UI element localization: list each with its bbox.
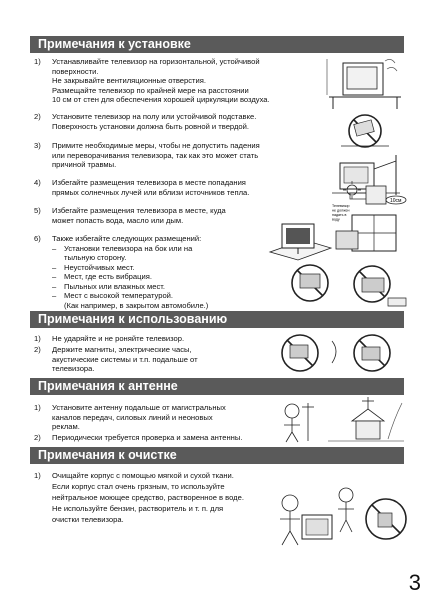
prohibited-unstable-stand-illustration bbox=[335, 112, 395, 150]
item-line: Если корпус стал очень грязным, то используйте bbox=[52, 482, 225, 491]
item-number: 1) bbox=[34, 57, 41, 66]
item-line: Поверхность установки должна быть ровной и твердой. bbox=[52, 121, 249, 131]
sub-dash: – bbox=[52, 291, 57, 300]
section-title-install: Примечания к установке bbox=[30, 36, 404, 53]
item-line: Примите необходимые меры, чтобы не допустить падения bbox=[52, 141, 260, 150]
item-line: поверхности. bbox=[52, 66, 99, 76]
sub-item-line: тыльную сторону. bbox=[64, 253, 127, 262]
sub-dash: – bbox=[52, 272, 57, 281]
sign-label-line: Телевизор bbox=[332, 204, 350, 208]
tv-near-water-illustration bbox=[268, 218, 333, 263]
sub-item-line: Установки телевизора на бок или на bbox=[64, 243, 193, 253]
item-line: Установите телевизор на полу или устойчивой подставке. bbox=[52, 112, 257, 121]
item-line: нейтральное моющее средство, растворенное в воде. bbox=[52, 493, 244, 502]
antenna-illustration bbox=[268, 397, 408, 445]
item-number: 2) bbox=[34, 345, 41, 354]
sub-dash: – bbox=[52, 243, 57, 253]
item-line: Размещайте телевизор по крайней мере на расстоянии bbox=[52, 85, 249, 95]
item-line: или переворачивания телевизора, так как это может стать bbox=[52, 150, 259, 160]
item-line: Установите антенну подальше от магистральных bbox=[52, 403, 226, 412]
tv-in-window-illustration bbox=[330, 205, 402, 260]
section-title-antenna: Примечания к антенне bbox=[30, 378, 404, 395]
item-line: Избегайте размещения телевизора в месте, куда bbox=[52, 206, 226, 215]
item-line: Не ударяйте и не роняйте телевизор. bbox=[52, 334, 185, 343]
item-number: 1) bbox=[34, 471, 41, 480]
sign-label-line: не должен bbox=[332, 208, 350, 213]
item-line: телевизора. bbox=[52, 364, 95, 373]
item-line: причиной травмы. bbox=[52, 160, 117, 169]
sub-item-line: Мест с высокой температурой. bbox=[64, 291, 174, 300]
sign-label-line: воду bbox=[332, 217, 340, 222]
sub-dash: – bbox=[52, 262, 57, 272]
item-line: Периодически требуется проверка и замена антенны. bbox=[52, 433, 243, 442]
cleaning-illustration bbox=[268, 475, 413, 555]
item-line: реклам. bbox=[52, 422, 80, 431]
sign-label-line: падать в bbox=[332, 213, 347, 217]
item-line: каналов передач, силовых линий и неоновых bbox=[52, 412, 213, 422]
item-number: 5) bbox=[34, 206, 41, 215]
item-number: 1) bbox=[34, 334, 41, 343]
prohibited-hitting-illustration bbox=[272, 331, 407, 376]
sub-dash: – bbox=[52, 281, 57, 291]
item-number: 2) bbox=[34, 433, 41, 442]
item-line: Держите магниты, электрические часы, bbox=[52, 345, 192, 354]
item-number: 3) bbox=[34, 141, 41, 150]
page-number: 3 bbox=[408, 570, 421, 595]
section-title-cleaning: Примечания к очистке bbox=[30, 447, 404, 464]
item-line: Избегайте размещения телевизора в месте попадания bbox=[52, 178, 246, 187]
item-line: прямых солнечных лучей или вблизи источников тепла. bbox=[52, 187, 250, 197]
tv-on-table-illustration bbox=[325, 55, 405, 110]
item-line: Не закрывайте вентиляционные отверстия. bbox=[52, 76, 206, 85]
item-line: очистки телевизора. bbox=[52, 515, 124, 524]
item-line: Не используйте бензин, растворитель и т. п. для bbox=[52, 504, 224, 513]
sub-item-line: Мест, где есть вибрация. bbox=[64, 272, 152, 281]
item-line: акустические системы и т.п. подальше от bbox=[52, 354, 198, 364]
item-line: может попасть вода, масло или дым. bbox=[52, 215, 184, 225]
prohibited-placements-illustration bbox=[280, 258, 410, 308]
sub-item-line: (Как например, в закрытом автомобиле.) bbox=[64, 300, 209, 310]
item-line: Устанавливайте телевизор на горизонтальной, устойчивой bbox=[52, 57, 260, 66]
sub-item-line: Пыльных или влажных мест. bbox=[64, 281, 166, 291]
section-title-usage: Примечания к использованию bbox=[30, 311, 404, 328]
item-number: 6) bbox=[34, 234, 41, 243]
sub-item-line: Неустойчивых мест. bbox=[64, 262, 135, 272]
item-number: 4) bbox=[34, 178, 41, 187]
item-line: 10 см от стен для обеспечения хорошей циркуляции воздуха. bbox=[52, 95, 270, 104]
distance-label: 10см bbox=[390, 198, 402, 204]
item-line: Очищайте корпус с помощью мягкой и сухой ткани. bbox=[52, 471, 234, 480]
item-number: 2) bbox=[34, 112, 41, 121]
item-line: Также избегайте следующих размещений: bbox=[52, 234, 202, 243]
item-number: 1) bbox=[34, 403, 41, 412]
